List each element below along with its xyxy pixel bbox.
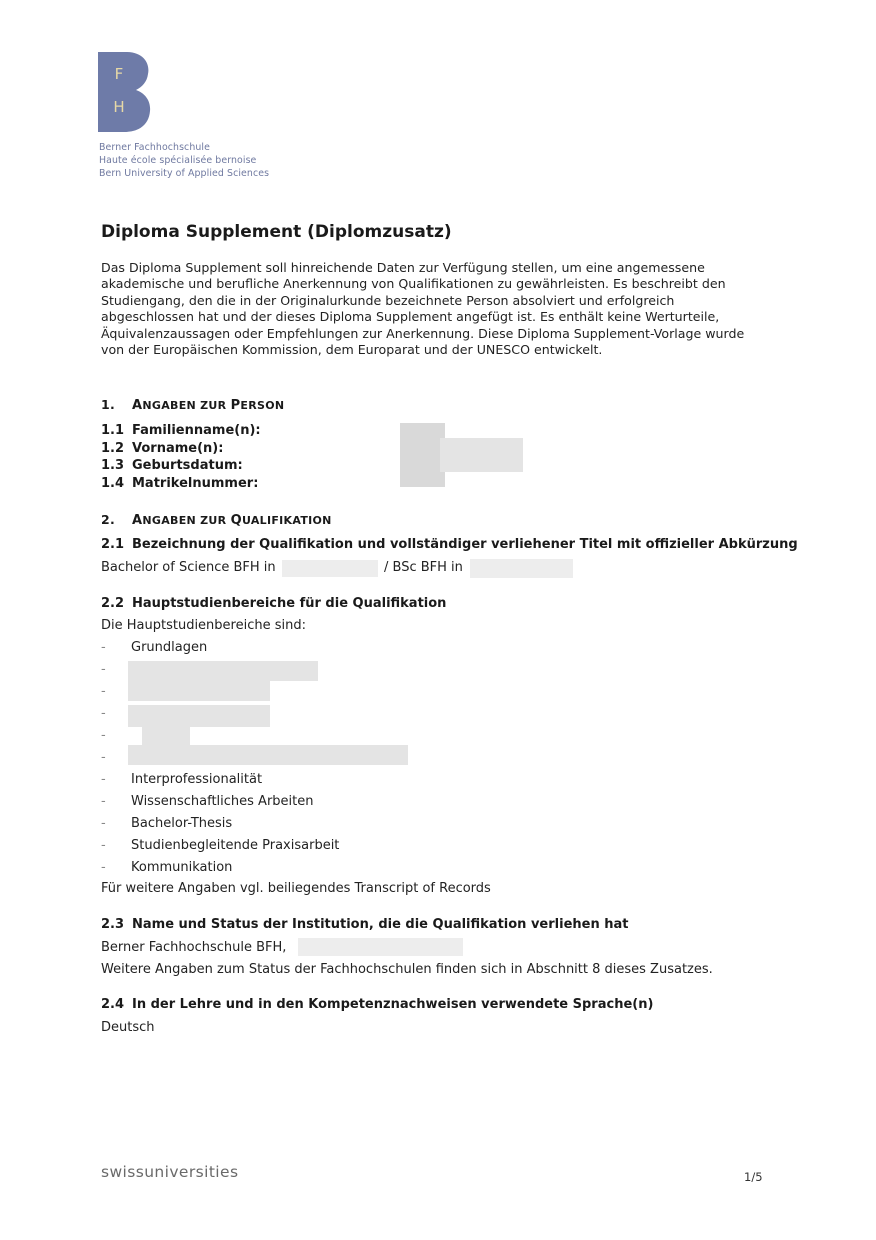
list-item bbox=[101, 750, 131, 768]
subsection-title: Name und Status der Institution, die die Qualifikation verliehen hat bbox=[132, 917, 629, 932]
field-birthdate bbox=[101, 457, 261, 475]
page-title: Diploma Supplement (Diplomzusatz) bbox=[101, 222, 452, 242]
institution-name-de: Berner Fachhochschule bbox=[99, 142, 210, 153]
intro-paragraph bbox=[101, 260, 791, 358]
field-family-name bbox=[101, 422, 261, 440]
subsection-number: 2.1 bbox=[101, 537, 125, 552]
section-2-heading bbox=[101, 512, 332, 528]
redacted-list-item bbox=[128, 705, 270, 727]
list-dash: - bbox=[101, 728, 106, 743]
list-item-text: Grundlagen bbox=[131, 640, 208, 655]
intro-line: abgeschlossen hat und der dieses Diploma Supplement angefügt ist. Es enthält keine Werturteile, bbox=[101, 309, 720, 325]
subsection-number: 2.4 bbox=[101, 997, 125, 1012]
small-cap: NGABEN ZUR bbox=[142, 399, 231, 412]
section-2-3-heading bbox=[101, 917, 628, 932]
small-cap: ERSON bbox=[240, 399, 285, 412]
intro-line: Studiengang, den die in der Originalurkunde bezeichnete Person absolviert und erfolgreich bbox=[101, 292, 675, 308]
institution-name-fr: Haute école spécialisée bernoise bbox=[99, 155, 257, 166]
list-item bbox=[101, 684, 131, 702]
list-dash: - bbox=[101, 706, 106, 721]
list-dash: - bbox=[101, 860, 106, 875]
subsection-title: Hauptstudienbereiche für die Qualifikation bbox=[132, 596, 447, 611]
qualification-title-b: / BSc BFH in bbox=[384, 560, 463, 575]
field-label: Geburtsdatum: bbox=[132, 458, 243, 474]
bfh-logo bbox=[98, 52, 152, 132]
small-cap: NGABEN ZUR bbox=[142, 514, 231, 527]
language-value: Deutsch bbox=[101, 1020, 155, 1035]
list-dash: - bbox=[101, 772, 106, 787]
list-item bbox=[101, 640, 207, 658]
institution-name-en: Bern University of Applied Sciences bbox=[99, 168, 270, 179]
list-dash: - bbox=[101, 684, 106, 699]
list-item bbox=[101, 794, 313, 812]
field-number: 1.3 bbox=[101, 458, 125, 474]
field-number: 1.2 bbox=[101, 440, 125, 456]
list-item bbox=[101, 728, 131, 746]
field-label: Vorname(n): bbox=[132, 440, 224, 456]
list-item-text: Interprofessionalität bbox=[131, 772, 263, 787]
section-number: 1. bbox=[101, 397, 116, 412]
redacted-field bbox=[282, 560, 378, 577]
redacted-field bbox=[298, 938, 463, 956]
list-item bbox=[101, 662, 131, 680]
section-2-4-heading bbox=[101, 997, 653, 1012]
section-number: 2. bbox=[101, 512, 116, 527]
redacted-list-item bbox=[128, 661, 318, 681]
intro-line: von der Europäischen Kommission, dem Europarat und der UNESCO entwickelt. bbox=[101, 342, 603, 358]
small-cap: UALIFIKATION bbox=[241, 514, 332, 527]
logo-letter-f: F bbox=[114, 65, 124, 83]
transcript-note: Für weitere Angaben vgl. beiliegendes Transcript of Records bbox=[101, 881, 491, 896]
subsection-number: 2.3 bbox=[101, 917, 125, 932]
list-item-text: Bachelor-Thesis bbox=[131, 816, 233, 831]
swissuniversities-logo: swissuniversities bbox=[101, 1163, 239, 1181]
list-dash: - bbox=[101, 838, 106, 853]
small-cap: A bbox=[132, 398, 143, 413]
list-dash: - bbox=[101, 794, 106, 809]
person-fields bbox=[101, 422, 261, 492]
list-dash: - bbox=[101, 816, 106, 831]
page-number: 1/5 bbox=[744, 1170, 763, 1184]
field-number: 1.1 bbox=[101, 423, 125, 438]
redacted-field bbox=[470, 559, 573, 578]
list-item bbox=[101, 816, 232, 834]
section-2-1-heading bbox=[101, 537, 798, 552]
list-item-text: Kommunikation bbox=[131, 860, 233, 875]
small-cap: P bbox=[230, 398, 241, 413]
list-dash: - bbox=[101, 640, 106, 655]
intro-line: akademische und berufliche Anerkennung von Qualifikationen zu gewährleisten. Es beschreibt den bbox=[101, 276, 726, 292]
list-item bbox=[101, 706, 131, 724]
list-item bbox=[101, 838, 339, 856]
intro-line: Äquivalenzaussagen oder Empfehlungen zur Anerkennung. Diese Diploma Supplement-Vorlage wurde bbox=[101, 325, 745, 341]
list-item-text: Studienbegleitende Praxisarbeit bbox=[131, 838, 340, 853]
intro-line: Das Diploma Supplement soll hinreichende Daten zur Verfügung stellen, um eine angemessene bbox=[101, 260, 705, 275]
small-cap: A bbox=[132, 513, 143, 528]
study-areas-intro: Die Hauptstudienbereiche sind: bbox=[101, 618, 306, 633]
redacted-list-item bbox=[142, 727, 190, 745]
status-note: Weitere Angaben zum Status der Fachhochschulen finden sich in Abschnitt 8 dieses Zusatzes. bbox=[101, 962, 713, 977]
institution-names bbox=[99, 141, 269, 180]
field-label: Matrikelnummer: bbox=[132, 475, 259, 491]
redacted-list-item bbox=[128, 745, 408, 765]
list-dash: - bbox=[101, 662, 106, 677]
list-item bbox=[101, 860, 232, 878]
bfh-logo-shape bbox=[98, 52, 152, 132]
field-label: Familienname(n): bbox=[132, 423, 261, 438]
redacted-list-item bbox=[128, 681, 270, 701]
field-number: 1.4 bbox=[101, 475, 125, 491]
list-dash: - bbox=[101, 750, 106, 765]
qualification-title-a: Bachelor of Science BFH in bbox=[101, 560, 276, 575]
section-2-2-heading bbox=[101, 596, 446, 611]
field-matriculation bbox=[101, 475, 261, 493]
subsection-title: In der Lehre und in den Kompetenznachweisen verwendete Sprache(n) bbox=[132, 997, 654, 1012]
redacted-personal-data bbox=[440, 438, 523, 472]
field-first-name bbox=[101, 440, 261, 458]
logo-letter-h: H bbox=[113, 98, 125, 116]
list-item-text: Wissenschaftliches Arbeiten bbox=[131, 794, 314, 809]
small-cap: Q bbox=[230, 513, 242, 528]
section-1-heading bbox=[101, 397, 284, 413]
subsection-number: 2.2 bbox=[101, 596, 125, 611]
redacted-personal-data bbox=[400, 423, 445, 487]
institution-line: Berner Fachhochschule BFH, bbox=[101, 940, 287, 955]
list-item bbox=[101, 772, 262, 790]
subsection-title: Bezeichnung der Qualifikation und vollständiger verliehener Titel mit offizieller Abkürzung bbox=[132, 537, 798, 552]
